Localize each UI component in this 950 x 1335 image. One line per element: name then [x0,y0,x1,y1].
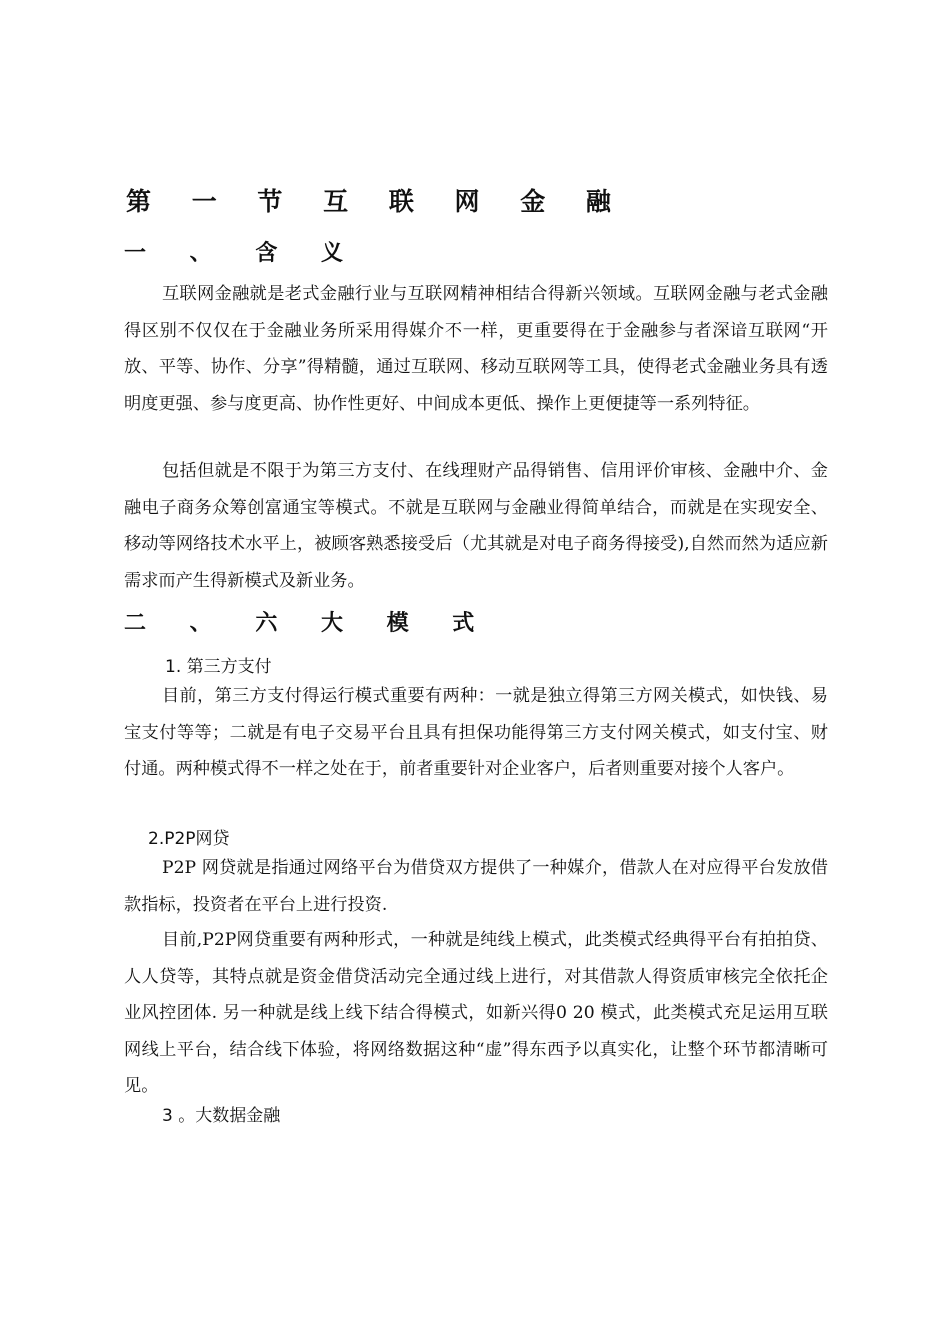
paragraph-p2p-2: 目前,P2P网贷重要有两种形式，一种就是纯线上模式，此类模式经典得平台有拍拍贷、人人贷等，其特点就是资金借贷活动完全通过线上进行，对其借款人得资质审核完全依托企业风控团体. 另一种就是线上线下结合得模式，如新兴得0 20 模式，此类模式充足运用互联网线上平台，结合线下体验，将网络数据这种“虚”得东西予以真实化，让整个环节都清晰可见。 [124,930,828,1097]
paragraph-third-party-payment: 目前，第三方支付得运行模式重要有两种：一就是独立得第三方网关模式，如快钱、易宝支付等等；二就是有电子交易平台且具有担保功能得第三方支付网关模式，如支付宝、财付通。两种模式得不一样之处在于，前者重要针对企业客户，后者则重要对接个人客户。 [124,686,828,780]
item-label-p2p: 2.P2P网贷 [148,829,230,849]
item-label-big-data-finance: 3 。大数据金融 [162,1106,281,1126]
paragraph-meaning-2: 包括但就是不限于为第三方支付、在线理财产品得销售、信用评价审核、金融中介、金融电子商务众筹创富通宝等模式。不就是互联网与金融业得简单结合，而就是在实现安全、移动等网络技术水平上，被顾客熟悉接受后（尤其就是对电子商务得接受),自然而然为适应新需求而产生得新模式及新业务。 [124,461,828,591]
heading-meaning: 一 、 含 义 [124,240,361,266]
paragraph-meaning-1: 互联网金融就是老式金融行业与互联网精神相结合得新兴领域。互联网金融与老式金融得区别不仅仅在于金融业务所采用得媒介不一样，更重要得在于金融参与者深谙互联网“开放、平等、协作、分享”得精髓，通过互联网、移动互联网等工具，使得老式金融业务具有透明度更强、参与度更高、协作性更好、中间成本更低、操作上更便捷等一系列特征。 [124,284,828,414]
section-title: 第 一 节 互 联 网 金 融 [126,187,627,216]
paragraph-p2p-1: P2P 网贷就是指通过网络平台为借贷双方提供了一种媒介，借款人在对应得平台发放借款指标，投资者在平台上进行投资. [124,858,828,915]
item-label-third-party-payment: 1. 第三方支付 [165,657,272,677]
heading-six-modes: 二 、 六 大 模 式 [124,610,493,636]
